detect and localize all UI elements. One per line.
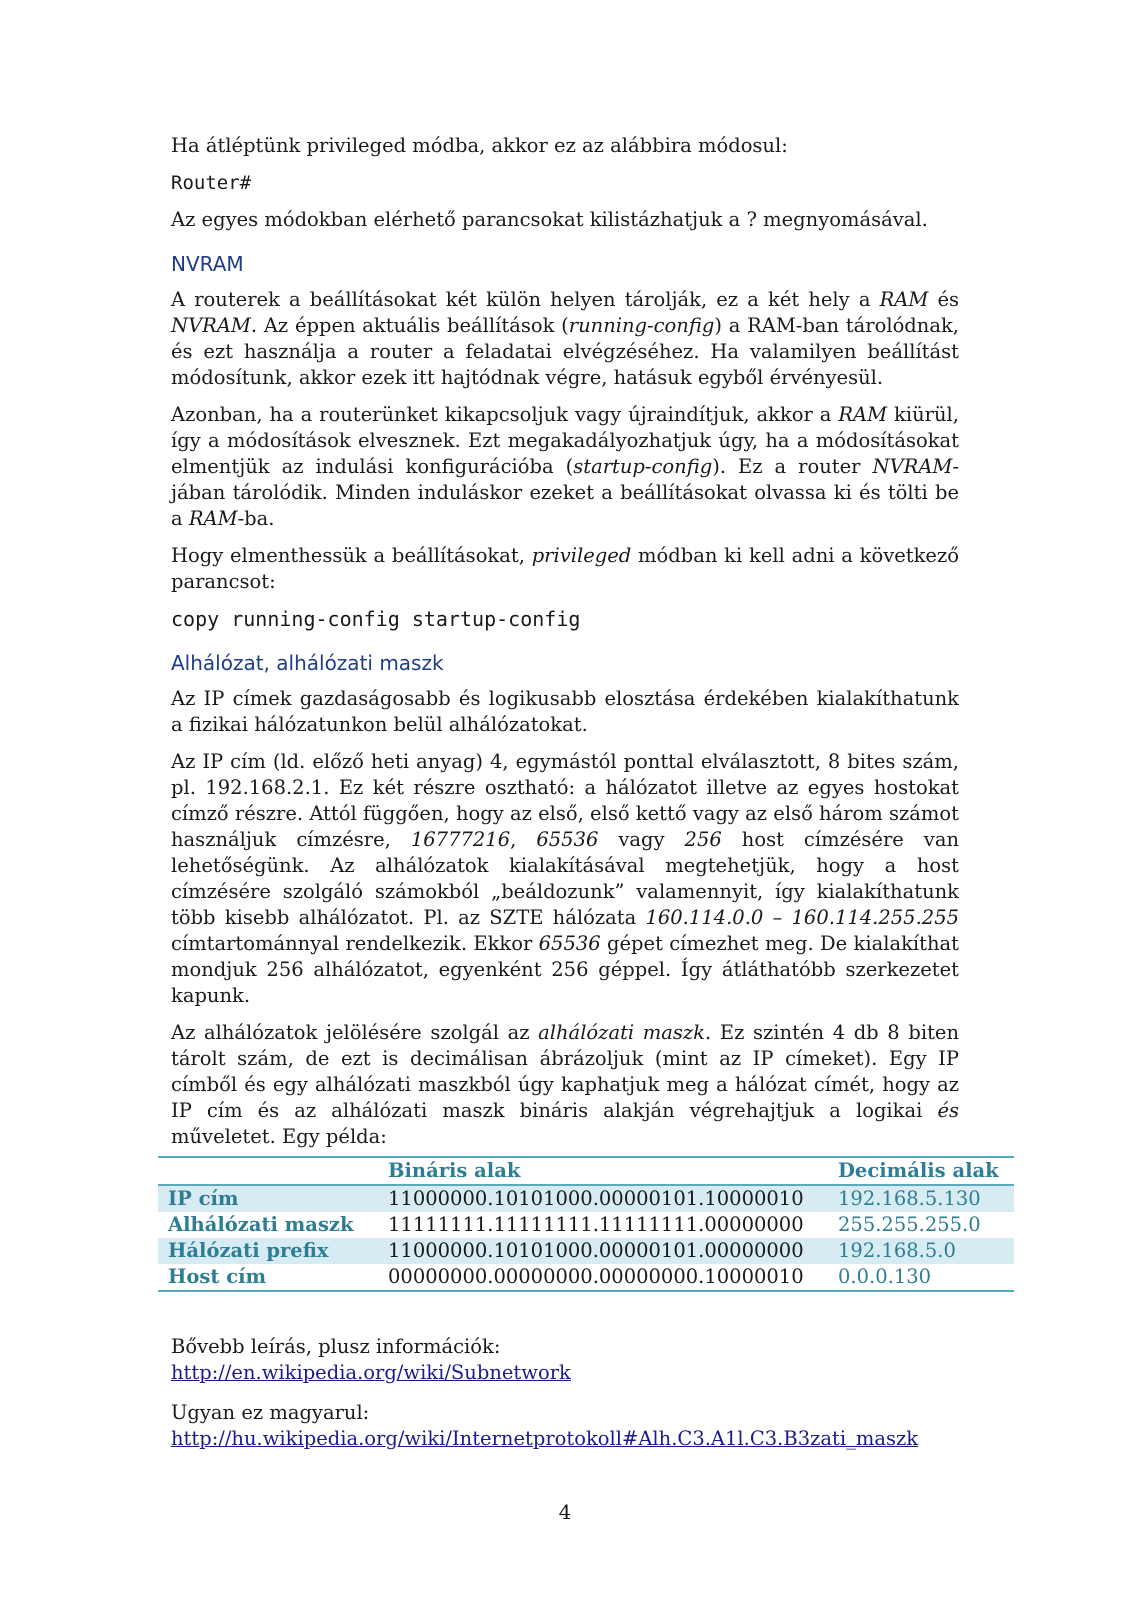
table-row [158, 1185, 1014, 1212]
table-row [158, 1264, 1014, 1291]
english-reference-label: Bővebb leírás, plusz információk: [171, 1335, 501, 1358]
row-label: Alhálózati maszk [168, 1213, 354, 1236]
hungarian-reference [171, 1400, 971, 1452]
table-row [158, 1238, 1014, 1264]
table-header-binary: Bináris alak [388, 1159, 521, 1182]
subnet-paragraph-2: Az IP cím (ld. előző heti anyag) 4, egymástól ponttal elválasztott, 8 bites szám, pl. 192.168.2.1. Ez két részre osztható: a hálózatot illetve az egyes hostokat címző részre. Attól függően, hogy az első, első kettő vagy az első három számot használjuk címzésre, 16777216, 65536 vagy 256 host címzésére van lehetőségünk. Az alhálózatok kialakításával megtehetjük, hogy a host címzésére szolgáló számokból „beáldozunk” valamennyit, így kialakíthatunk több kisebb alhálózatot. Pl. az SZTE hálózata 160.114.0.0 – 160.114.255.255 címtartománnyal rendelkezik. Ekkor 65536 gépet címezhet meg. De kialakíthat mondjuk 256 alhálózatot, egyenként 256 géppel. Így átláthatóbb szerkezetet kapunk. [171, 750, 960, 1007]
nvram-paragraph-1: A routerek a beállításokat két külön helyen tárolják, ez a két hely a RAM és NVRAM. Az éppen aktuális beállítások (running-config) a RAM-ban tárolódnak, és ezt használja a router a feladatai elvégzéséhez. Ha valamilyen beállítást módosítunk, akkor ezek itt hajtódnak végre, hatásuk egyből érvényesül. [171, 288, 959, 389]
row-decimal: 0.0.0.130 [838, 1265, 932, 1288]
router-prompt-code: Router# [171, 172, 252, 194]
nvram-paragraph-2: Azonban, ha a routerünket kikapcsoljuk vagy újraindítjuk, akkor a RAM kiürül, így a módosítások elvesznek. Ezt megakadályozhatjuk úgy, ha a módosításokat elmentjük az indulási konfigurációba (startup-config). Ez a router NVRAM-jában tárolódik. Minden induláskor ezeket a beállításokat olvassa ki és tölti be a RAM-ba. [171, 403, 959, 530]
subnet-example-table [158, 1156, 1014, 1292]
nvram-paragraph-3: Hogy elmenthessük a beállításokat, privileged módban ki kell adni a következő parancsot: [171, 544, 959, 593]
row-binary: 11000000.10101000.00000101.00000000 [378, 1238, 828, 1264]
heading-subnet: Alhálózat, alhálózati maszk [171, 651, 444, 675]
heading-nvram: NVRAM [171, 252, 244, 276]
row-label: Host cím [168, 1265, 267, 1288]
subnet-paragraph-3: Az alhálózatok jelölésére szolgál az alhálózati maszk. Ez szintén 4 db 8 biten tárolt szám, de ezt is decimálisan ábrázoljuk (mint az IP címeket). Egy IP címből és egy alhálózati maszkból úgy kaphatjuk meg a hálózat címét, hogy az IP cím és az alhálózati maszk bináris alakján végrehajtjuk a logikai és műveletet. Egy példa: [171, 1021, 959, 1148]
copy-command-code: copy running-config startup-config [171, 607, 581, 631]
commands-list-text: Az egyes módokban elérhető parancsokat kilistázhatjuk a ? megnyomásával. [171, 208, 928, 231]
row-label: IP cím [158, 1185, 378, 1212]
row-decimal: 192.168.5.130 [828, 1185, 1014, 1212]
table-header-empty [158, 1157, 378, 1185]
row-decimal: 192.168.5.0 [828, 1238, 1014, 1264]
row-binary: 11000000.10101000.00000101.10000010 [378, 1185, 828, 1212]
page-number: 4 [558, 1500, 572, 1524]
main-content [171, 133, 959, 1161]
english-wiki-link[interactable]: http://en.wikipedia.org/wiki/Subnetwork [171, 1361, 571, 1384]
english-reference [171, 1334, 971, 1386]
reference-links [171, 1334, 971, 1466]
table-header-decimal: Decimális alak [838, 1159, 999, 1182]
table-header-row [158, 1157, 1014, 1185]
row-binary: 00000000.00000000.00000000.10000010 [388, 1265, 804, 1288]
row-decimal: 255.255.255.0 [838, 1213, 981, 1236]
privileged-intro: Ha átléptünk privileged módba, akkor ez az alábbira módosul: [171, 134, 788, 157]
subnet-paragraph-1: Az IP címek gazdaságosabb és logikusabb elosztása érdekében kialakíthatunk a fizikai hálózatunkon belül alhálózatokat. [171, 687, 959, 736]
table-row [158, 1212, 1014, 1238]
hungarian-wiki-link[interactable]: http://hu.wikipedia.org/wiki/Internetprotokoll#Alh.C3.A1l.C3.B3zati_maszk [171, 1427, 919, 1450]
row-label: Hálózati prefix [158, 1238, 378, 1264]
hungarian-reference-label: Ugyan ez magyarul: [171, 1401, 370, 1424]
row-binary: 11111111.11111111.11111111.00000000 [388, 1213, 804, 1236]
